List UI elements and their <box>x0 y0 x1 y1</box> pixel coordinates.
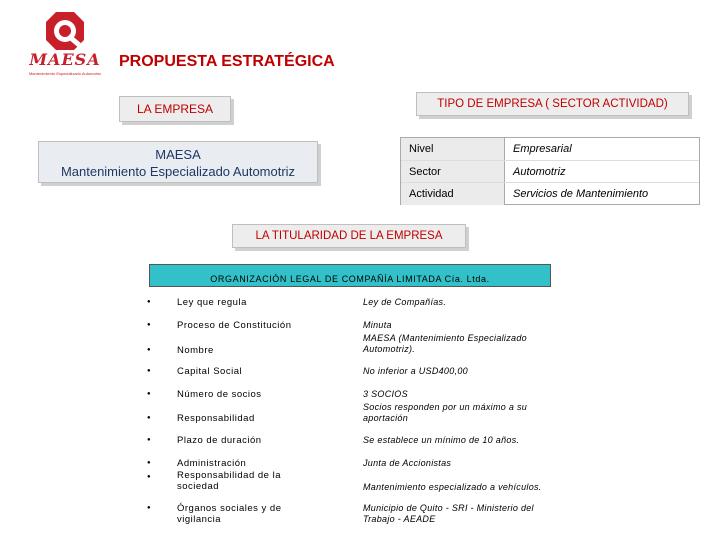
org-row-label: Nombre <box>177 345 214 356</box>
type-value: Empresarial <box>513 143 572 155</box>
type-row-nivel <box>401 138 699 160</box>
bullet-icon: ● <box>147 415 151 421</box>
bullet-icon: ● <box>147 460 151 466</box>
organization-header <box>149 264 551 287</box>
company-section-label: LA EMPRESA <box>119 96 231 122</box>
logo-wordmark: MAESA <box>29 50 101 69</box>
org-row-label: Número de socios <box>177 389 262 400</box>
bullet-icon: ● <box>147 347 151 353</box>
company-name-box <box>38 141 318 183</box>
bullet-icon: ● <box>147 322 151 328</box>
type-value: Automotriz <box>513 166 566 178</box>
bullet-icon: ● <box>147 368 151 374</box>
bullet-icon: ● <box>147 474 151 480</box>
type-key: Nivel <box>401 138 505 160</box>
org-row-label: Proceso de Constitución <box>177 320 292 331</box>
company-name: MAESA <box>155 147 201 162</box>
org-row-label: Ley que regula <box>177 297 247 308</box>
type-value: Servicios de Mantenimiento <box>513 188 649 200</box>
org-row-value: Junta de Accionistas <box>363 458 452 468</box>
org-row-value: 3 SOCIOS <box>363 389 408 399</box>
type-row-sector <box>401 160 699 183</box>
titularity-section-label: LA TITULARIDAD DE LA EMPRESA <box>232 224 466 248</box>
org-row-value: Ley de Compañías. <box>363 297 447 307</box>
org-row-value: Mantenimiento especializado a vehículos. <box>363 482 542 492</box>
bullet-icon: ● <box>147 505 151 511</box>
company-type-table <box>400 137 700 205</box>
bullet-icon: ● <box>147 391 151 397</box>
org-row-value: Se establece un mínimo de 10 años. <box>363 435 520 445</box>
org-row-label: Capital Social <box>177 366 243 377</box>
type-key: Sector <box>401 161 505 183</box>
bullet-icon: ● <box>147 299 151 305</box>
org-row-value: Municipio de Quito - SRI - Ministerio del Trabajo - AEADE <box>363 503 534 524</box>
org-row-value: Socios responden por un máximo a su aportación <box>363 402 528 423</box>
logo-tagline: Mantenimiento Especializado Automotriz <box>28 71 102 76</box>
org-row-label: Órganos sociales y de vigilancia <box>177 503 282 525</box>
org-row-label: Plazo de duración <box>177 435 262 446</box>
page-title: PROPUESTA ESTRATÉGICA <box>119 53 335 70</box>
org-row-label: Responsabilidad <box>177 413 255 424</box>
company-logo <box>22 10 108 80</box>
org-row-value: Minuta <box>363 320 392 330</box>
type-key: Actividad <box>401 183 505 205</box>
org-row-label: Responsabilidad de la sociedad <box>177 470 281 492</box>
org-row-label: Administración <box>177 458 247 469</box>
org-row-value: MAESA (Mantenimiento Especializado Automotriz). <box>363 333 527 354</box>
org-row-value: No inferior a USD400,00 <box>363 366 468 376</box>
bullet-icon: ● <box>147 437 151 443</box>
company-subtitle: Mantenimiento Especializado Automotriz <box>60 164 296 179</box>
organization-header-text: ORGANIZACIÓN LEGAL DE COMPAÑÍA LIMITADA Cía. Ltda. <box>210 274 490 284</box>
type-row-actividad <box>401 182 699 205</box>
logo-emblem-icon <box>22 10 108 54</box>
company-type-label: TIPO DE EMPRESA ( SECTOR ACTIVIDAD) <box>416 92 689 116</box>
